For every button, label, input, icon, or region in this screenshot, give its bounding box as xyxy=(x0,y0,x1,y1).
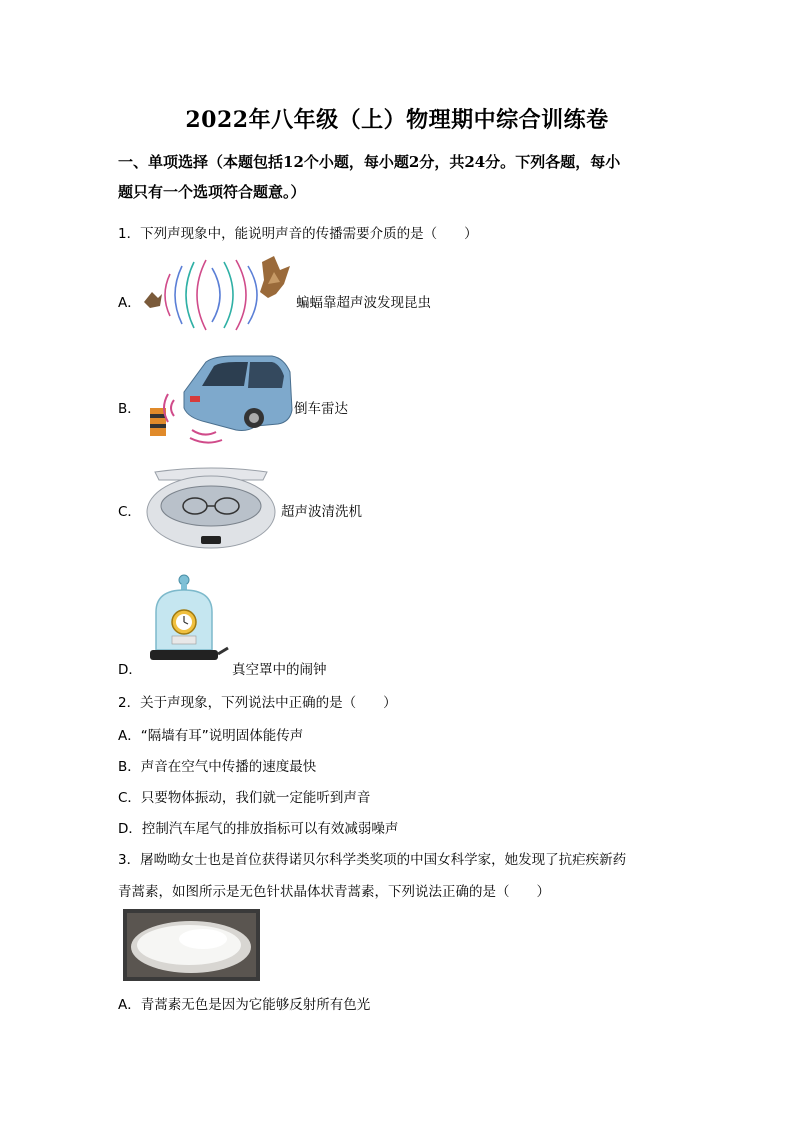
question-2-option-a: A．“隔墙有耳”说明固体能传声 xyxy=(118,728,304,744)
exam-title: 2022年八年级（上）物理期中综合训练卷 xyxy=(185,107,609,133)
question-2-option-c: C．只要物体振动，我们就一定能听到声音 xyxy=(118,790,371,806)
ultrasonic-cleaner-image xyxy=(143,466,279,552)
cleaner-button xyxy=(201,536,221,544)
option-c-label: C． xyxy=(118,504,141,520)
question-1-stem: 1．下列声现象中，能说明声音的传播需要介质的是（ ） xyxy=(118,226,478,242)
question-2-option-d: D．控制汽车尾气的排放指标可以有效减弱噪声 xyxy=(118,821,399,837)
section-heading-line1: 一、单项选择（本题包括12个小题，每小题2分，共24分。下列各题，每小 xyxy=(118,153,621,171)
question-3-stem-line2: 青蒿素，如图所示是无色针状晶体状青蒿素，下列说法正确的是（ ） xyxy=(118,884,550,900)
vacuum-bell-jar-image xyxy=(146,572,230,668)
bat-ultrasound-image xyxy=(142,254,292,336)
section-heading xyxy=(118,147,678,207)
option-a-label: A． xyxy=(118,295,141,311)
option-b-caption: 倒车雷达 xyxy=(294,401,348,417)
reversing-radar-image xyxy=(144,352,294,446)
option-d-caption: 真空罩中的闹钟 xyxy=(232,662,327,678)
option-a-caption: 蝙蝠靠超声波发现昆虫 xyxy=(296,295,431,311)
ultrasound-waves xyxy=(165,260,257,330)
option-d-label: D． xyxy=(118,662,142,678)
pump-pipe xyxy=(218,648,228,654)
insect-icon xyxy=(144,292,162,308)
bell-jar-knob xyxy=(179,575,189,585)
question-3-option-a: A．青蒿素无色是因为它能够反射所有色光 xyxy=(118,997,371,1013)
section-heading-line2: 题只有一个选项符合题意。） xyxy=(118,183,306,201)
option-b-label: B． xyxy=(118,401,141,417)
question-2-stem: 2．关于声现象，下列说法中正确的是（ ） xyxy=(118,695,397,711)
question-3-stem-line1: 3．屠呦呦女士也是首位获得诺贝尔科学类奖项的中国女科学家，她发现了抗疟疾新药 xyxy=(118,852,627,868)
question-2-option-b: B．声音在空气中传播的速度最快 xyxy=(118,759,317,775)
bell-jar-base xyxy=(150,650,218,660)
option-c-caption: 超声波清洗机 xyxy=(281,504,362,520)
artemisinin-crystal-image xyxy=(123,909,260,981)
